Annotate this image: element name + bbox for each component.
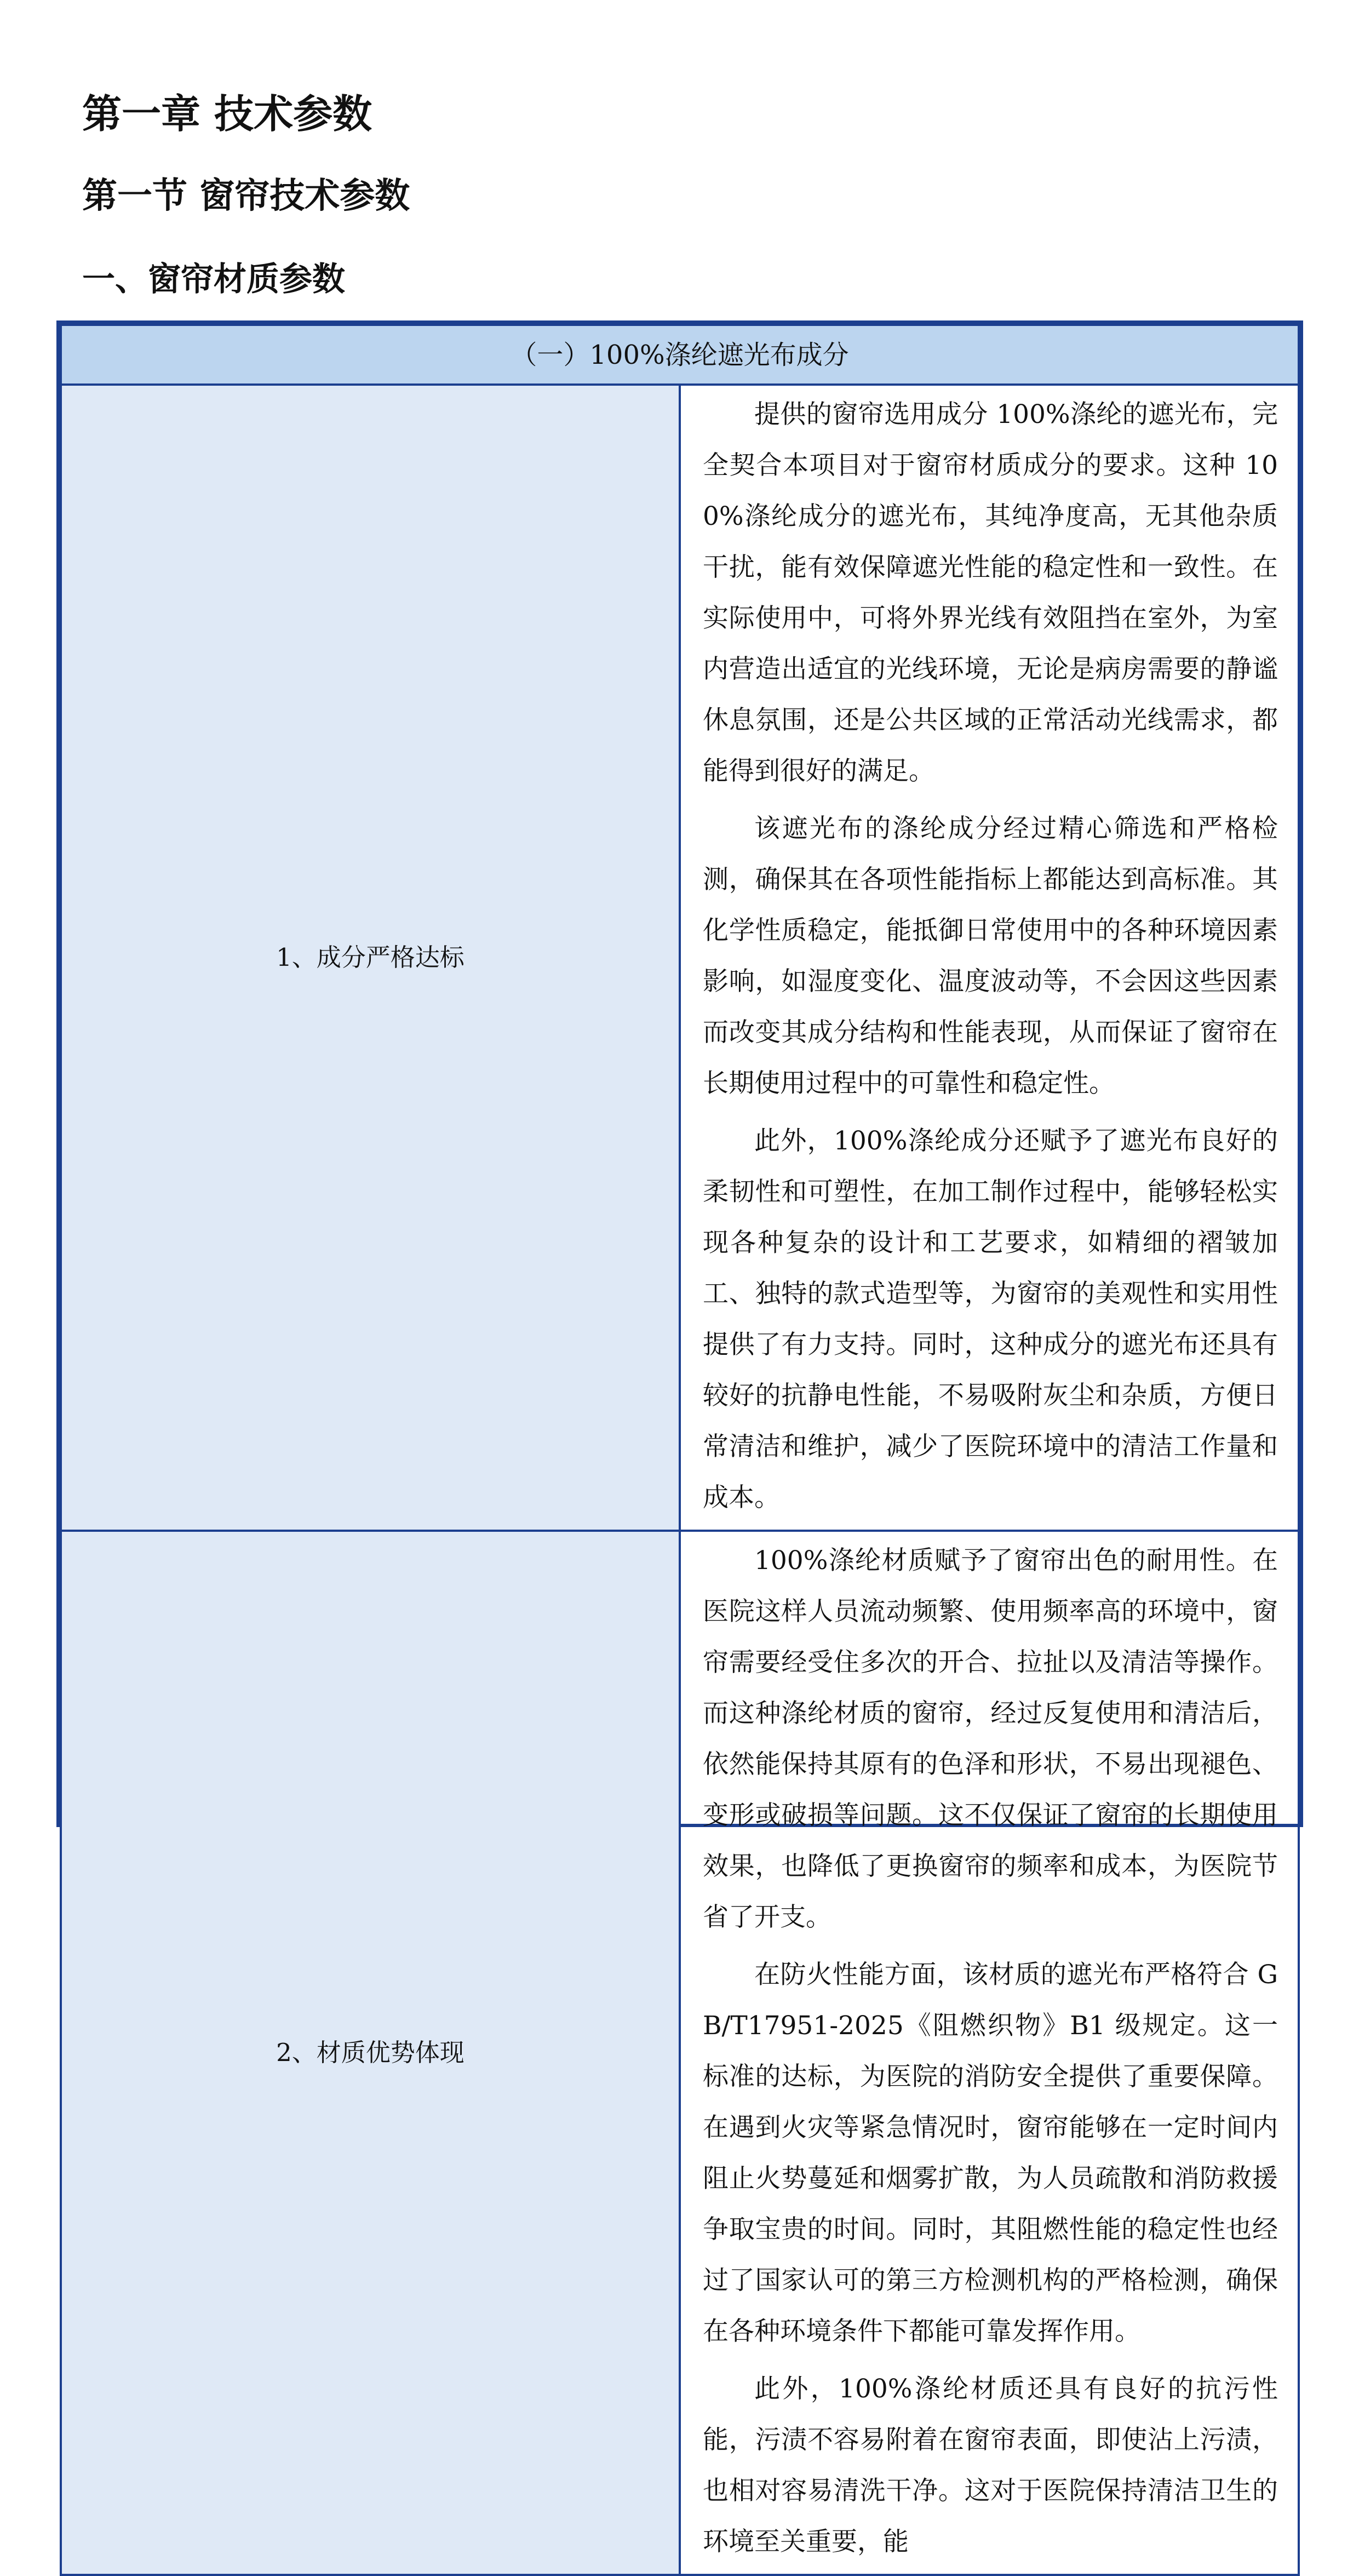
paragraph: 100%涤纶材质赋予了窗帘出色的耐用性。在医院这样人员流动频繁、使用频率高的环境中，窗帘需要经受住多次的开合、拉扯以及清洁等操作。而这种涤纶材质的窗帘，经过反复使用和清洁后，依然能保持其原有的色泽和形状，不易出现褪色、变形或破损等问题。这不仅保证了窗帘的长期使用效果，也降低了更换窗帘的频率和成本，为医院节省了开支。	[703, 1545, 1278, 1932]
table-header: （一）100%涤纶遮光布成分	[61, 325, 1299, 385]
paragraph: 在防火性能方面，该材质的遮光布严格符合 GB/T17951-2025《阻燃织物》B1 级规定。这一标准的达标，为医院的消防安全提供了重要保障。在遇到火灾等紧急情况时，窗帘能够在一定时间内阻止火势蔓延和烟雾扩散，为人员疏散和消防救援争取宝贵的时间。同时，其阻燃性能的稳定性也经过了国家认可的第三方检测机构的严格检测，确保在各种环境条件下都能可靠发挥作用。	[703, 1960, 1278, 2346]
row-label: 1、成分严格达标	[61, 385, 680, 1531]
paragraph: 此外，100%涤纶成分还赋予了遮光布良好的柔韧性和可塑性，在加工制作过程中，能够轻松实现各种复杂的设计和工艺要求，如精细的褶皱加工、独特的款式造型等，为窗帘的美观性和实用性提供了有力支持。同时，这种成分的遮光布还具有较好的抗静电性能，不易吸附灰尘和杂质，方便日常清洁和维护，减少了医院环境中的清洁工作量和成本。	[703, 1126, 1278, 1513]
spec-table	[56, 320, 1303, 2557]
paragraph: 该遮光布的涤纶成分经过精心筛选和严格检测，确保其在各项性能指标上都能达到高标准。其化学性质稳定，能抵御日常使用中的各种环境因素影响，如湿度变化、温度波动等，不会因这些因素而改变其成分结构和性能表现，从而保证了窗帘在长期使用过程中的可靠性和稳定性。	[703, 814, 1278, 1098]
subsection-title: 一、窗帘材质参数	[82, 260, 345, 299]
row-label: 2、材质优势体现	[61, 1531, 680, 2575]
table-row	[61, 1531, 1299, 2575]
chapter-title: 第一章 技术参数	[82, 91, 372, 137]
paragraph: 此外，100%涤纶材质还具有良好的抗污性能，污渍不容易附着在窗帘表面，即使沾上污渍，也相对容易清洗干净。这对于医院保持清洁卫生的环境至关重要，能	[703, 2374, 1278, 2557]
row-content	[680, 385, 1299, 1531]
row-content	[680, 1531, 1299, 2575]
paragraph: 提供的窗帘选用成分 100%涤纶的遮光布，完全契合本项目对于窗帘材质成分的要求。这种 100%涤纶成分的遮光布，其纯净度高，无其他杂质干扰，能有效保障遮光性能的稳定性和一致性。在实际使用中，可将外界光线有效阻挡在室外，为室内营造出适宜的光线环境，无论是病房需要的静谧休息氛围，还是公共区域的正常活动光线需求，都能得到很好的满足。	[703, 399, 1278, 786]
table-row	[61, 385, 1299, 1531]
section-title: 第一节 窗帘技术参数	[82, 176, 410, 216]
